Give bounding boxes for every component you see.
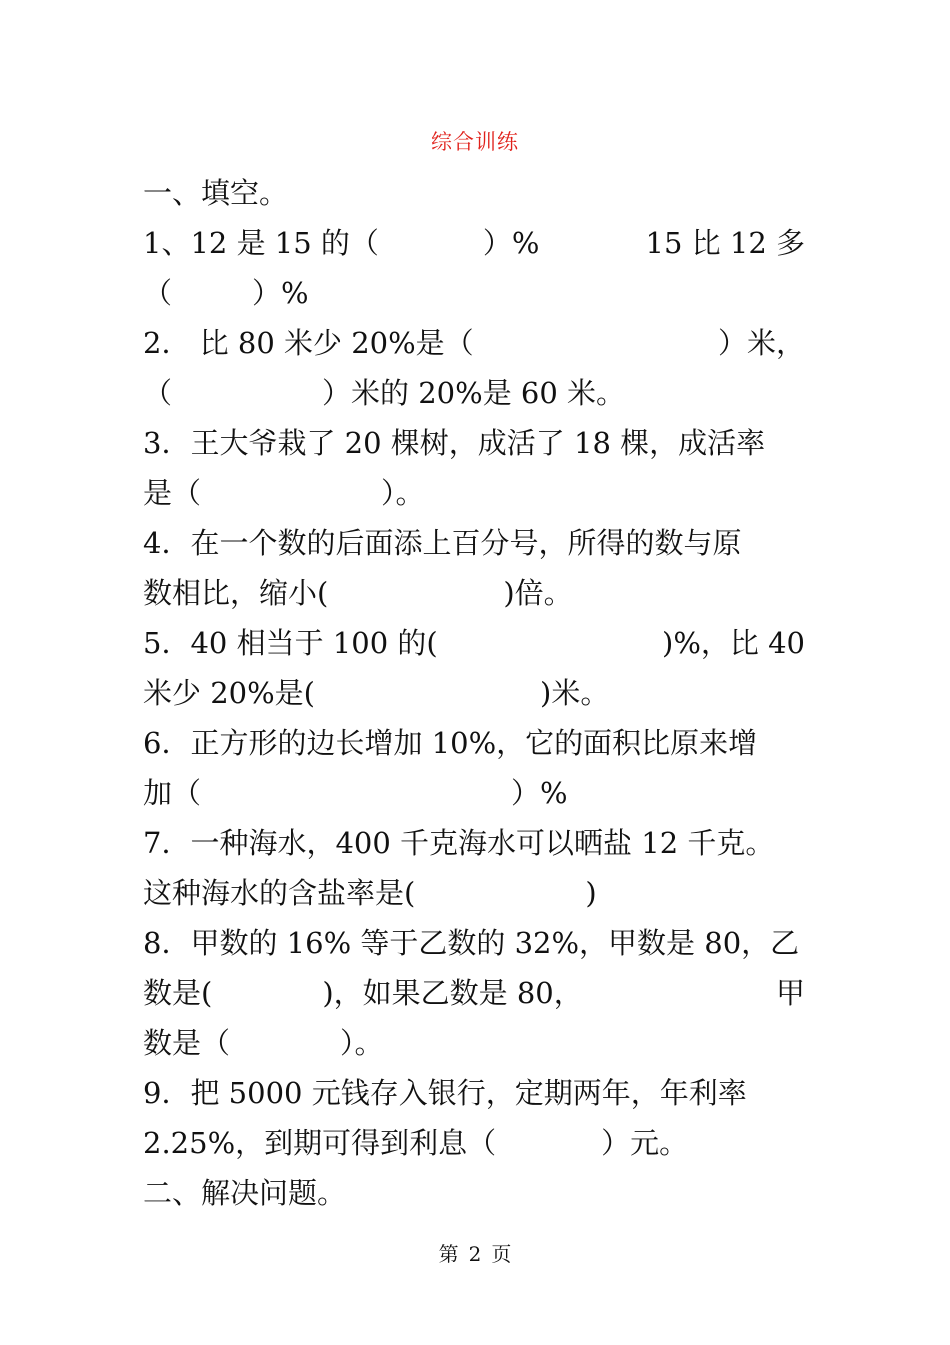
question-text: 甲: [775, 976, 805, 1010]
question-8-line-1: [143, 918, 805, 968]
question-text: 这种海水的含盐率是(: [143, 876, 416, 910]
question-7-line-2: [143, 868, 805, 918]
footer-suffix: 页: [491, 1242, 512, 1266]
question-text: 是（: [143, 476, 202, 510]
question-text: ）。: [381, 476, 425, 510]
question-text: 3．王大爷栽了 20 棵树，成活了 18 棵，成活率: [143, 426, 766, 460]
question-text: 6．正方形的边长增加 10%，它的面积比原来增: [143, 726, 758, 760]
question-5-line-1: [143, 618, 805, 668]
question-4-line-2: [143, 568, 805, 618]
question-6-line-1: [143, 718, 805, 768]
question-text: 1、12 是 15 的（: [143, 226, 379, 260]
question-text: 9．把 5000 元钱存入银行，定期两年，年利率: [143, 1076, 747, 1110]
question-9-line-1: [143, 1068, 805, 1118]
question-text: 4．在一个数的后面添上百分号，所得的数与原: [143, 526, 742, 560]
question-4-line-1: [143, 518, 805, 568]
question-text: 15 比 12 多: [645, 226, 805, 260]
question-text: ）米的 20%是 60 米。: [322, 376, 626, 410]
footer-prefix: 第: [438, 1242, 459, 1266]
section-heading-text: 二、解决问题。: [143, 1176, 347, 1210]
question-7-line-1: [143, 818, 805, 868]
question-2-line-2: [143, 368, 805, 418]
question-text: 5．40 相当于 100 的(: [143, 626, 438, 660]
page-title: 综合训练: [431, 130, 519, 154]
question-text: ）米，: [717, 326, 805, 360]
question-text: ）%: [252, 276, 309, 310]
question-8-line-3: [143, 1018, 805, 1068]
section-heading-solve: [143, 1168, 805, 1218]
question-1-line-2: [143, 268, 805, 318]
question-6-line-2: [143, 768, 805, 818]
question-3-line-2: [143, 468, 805, 518]
section-heading-text: 一、填空。: [143, 176, 289, 210]
question-text: （: [143, 376, 173, 410]
question-text: ）%: [511, 776, 568, 810]
question-text: 8．甲数的 16% 等于乙数的 32%，甲数是 80，乙: [143, 926, 800, 960]
question-text: 数是(: [143, 976, 213, 1010]
question-text: )米。: [540, 676, 610, 710]
question-text: ）。: [340, 1026, 384, 1060]
question-2-line-1: [143, 318, 805, 368]
question-text: ）%: [482, 226, 540, 260]
question-text: ): [585, 876, 597, 910]
question-text: 数相比，缩小(: [143, 576, 329, 610]
question-text: （: [143, 276, 173, 310]
page-footer: [0, 1240, 950, 1268]
question-text: )倍。: [503, 576, 573, 610]
question-8-line-2: [143, 968, 805, 1018]
question-3-line-1: [143, 418, 805, 468]
question-text: 加（: [143, 776, 202, 810]
question-text: 数是（: [143, 1026, 231, 1060]
question-text: ）元。: [601, 1126, 689, 1160]
question-9-line-2: [143, 1118, 805, 1168]
question-5-line-2: [143, 668, 805, 718]
question-1-line-1: [143, 218, 805, 268]
page-number: 2: [468, 1242, 482, 1266]
question-text: )%，比 40: [662, 626, 805, 660]
question-text: 2.25%，到期可得到利息（: [143, 1126, 497, 1160]
question-text: 米少 20%是(: [143, 676, 315, 710]
question-text: 2． 比 80 米少 20%是（: [143, 326, 474, 360]
exercise-content: [143, 168, 805, 1218]
question-text: 7．一种海水，400 千克海水可以晒盐 12 千克。: [143, 826, 775, 860]
question-text: )，如果乙数是 80，: [322, 976, 583, 1010]
section-heading-fill-blank: [143, 168, 805, 218]
